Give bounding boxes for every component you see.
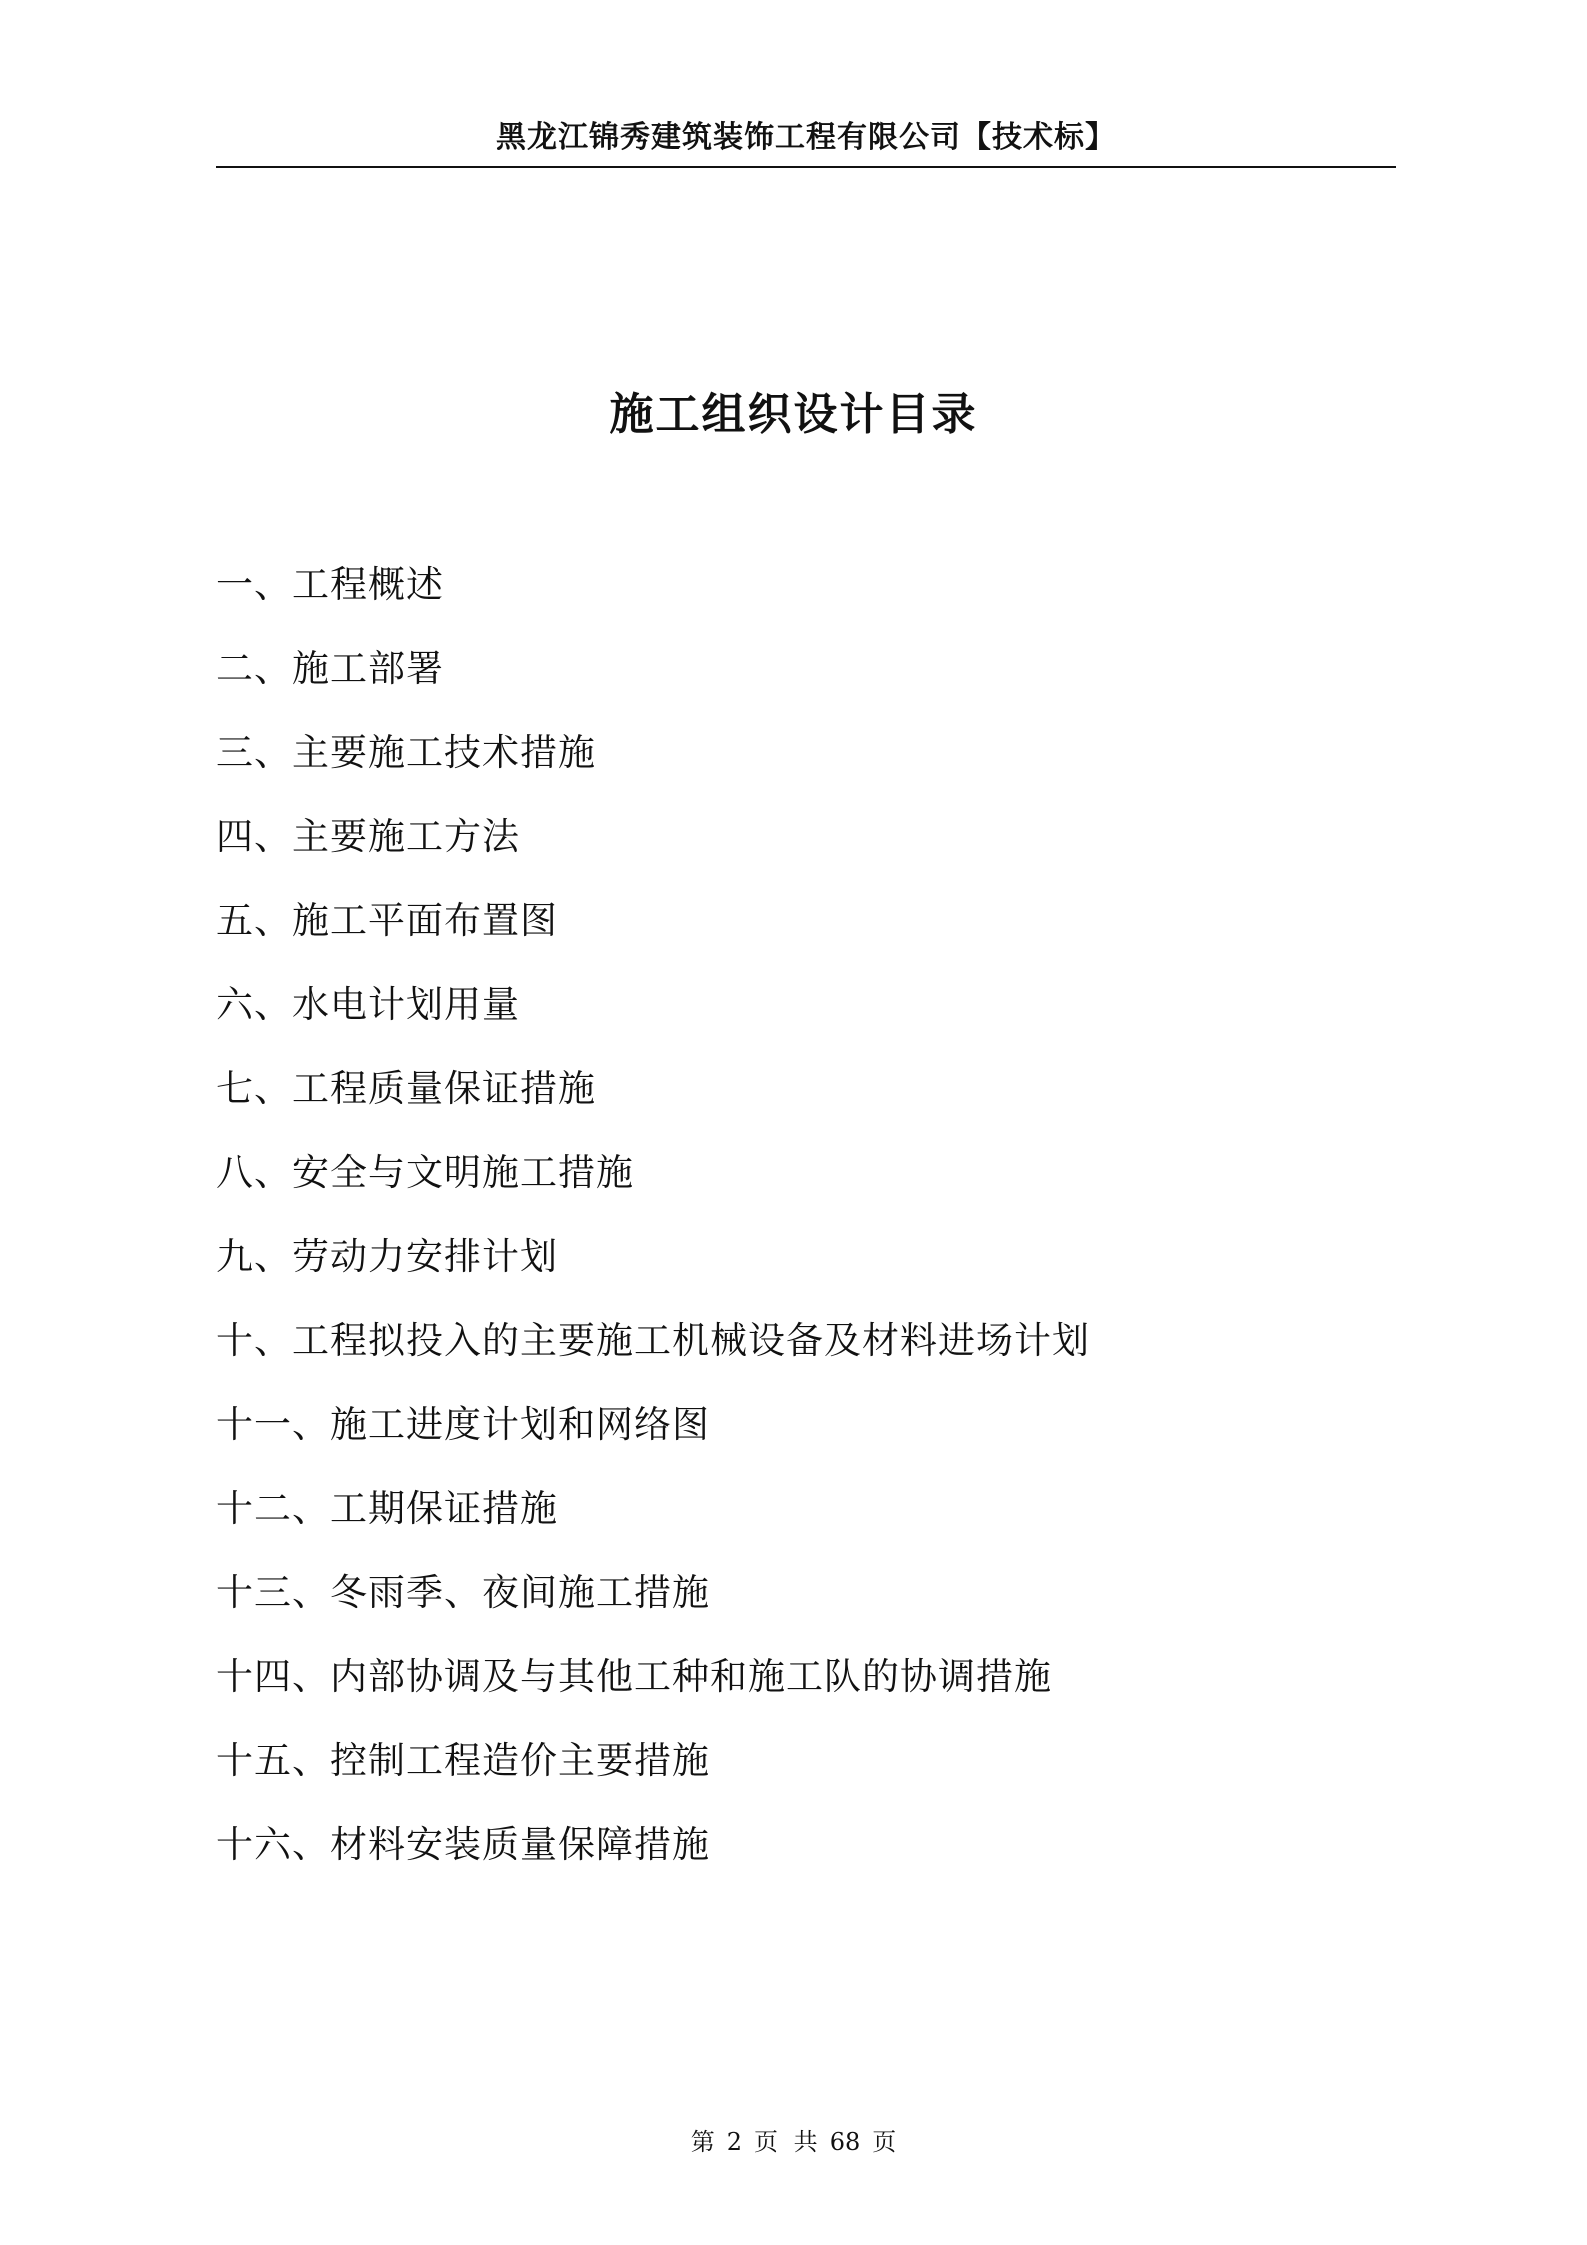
- toc-item-11: 十一、施工进度计划和网络图: [216, 1403, 710, 1446]
- toc-item-8: 八、安全与文明施工措施: [216, 1151, 634, 1194]
- toc-item-15: 十五、控制工程造价主要措施: [216, 1739, 710, 1782]
- toc-item-6: 六、水电计划用量: [216, 983, 520, 1026]
- toc-item-2: 二、施工部署: [216, 647, 444, 690]
- toc-item-16: 十六、材料安装质量保障措施: [216, 1823, 710, 1866]
- footer-total-pages: 68: [829, 2128, 861, 2156]
- toc-item-10: 十、工程拟投入的主要施工机械设备及材料进场计划: [216, 1319, 1090, 1362]
- footer-middle: 页 共: [754, 2128, 818, 2156]
- toc-item-1: 一、工程概述: [216, 563, 444, 606]
- footer-suffix: 页: [872, 2128, 897, 2156]
- footer-prefix: 第: [690, 2128, 715, 2156]
- page-footer: [0, 2124, 1587, 2160]
- toc-item-14: 十四、内部协调及与其他工种和施工队的协调措施: [216, 1655, 1052, 1698]
- toc-item-5: 五、施工平面布置图: [216, 899, 558, 942]
- toc-item-3: 三、主要施工技术措施: [216, 731, 596, 774]
- toc-item-12: 十二、工期保证措施: [216, 1487, 558, 1530]
- footer-page-number: 2: [726, 2128, 743, 2156]
- document-title: 施工组织设计目录: [609, 389, 978, 440]
- page-header: [216, 118, 1396, 168]
- toc-item-4: 四、主要施工方法: [216, 815, 520, 858]
- toc-item-13: 十三、冬雨季、夜间施工措施: [216, 1571, 710, 1614]
- toc-item-7: 七、工程质量保证措施: [216, 1067, 596, 1110]
- table-of-contents: [216, 555, 1396, 1899]
- toc-item-9: 九、劳动力安排计划: [216, 1235, 558, 1278]
- header-company-name: 黑龙江锦秀建筑装饰工程有限公司【技术标】: [496, 120, 1116, 155]
